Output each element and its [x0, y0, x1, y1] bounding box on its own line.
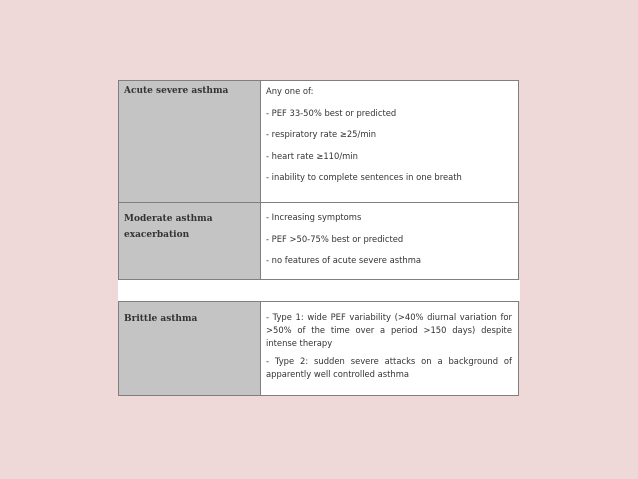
criteria-paragraph: - Type 1: wide PEF variability (>40% diurnal variation for >50% of the time over a period >150 days) despite intense therapy: [266, 312, 512, 348]
row-label-line: Moderate asthma: [124, 214, 213, 224]
row-label: [119, 302, 260, 327]
row-label: [119, 81, 260, 99]
criteria-paragraph: - Type 2: sudden severe attacks on a background of apparently well controlled asthma: [266, 356, 512, 379]
label-cell: [119, 81, 261, 203]
criteria-line: - no features of acute severe asthma: [266, 255, 421, 266]
content-cell: [261, 203, 519, 280]
table-row-acute-severe: [119, 81, 519, 203]
table-spacer-strip: [118, 280, 520, 301]
criteria-line: - PEF 33-50% best or predicted: [266, 107, 397, 118]
table-row-brittle: [119, 302, 519, 396]
row-label-line: Brittle asthma: [124, 314, 198, 324]
label-cell: [119, 203, 261, 280]
criteria-line: - Increasing symptoms: [266, 212, 362, 222]
row-label-line: Acute severe asthma: [124, 86, 229, 96]
criteria-line: - inability to complete sentences in one breath: [266, 172, 462, 183]
row-label: [119, 203, 260, 243]
row-label-line: exacerbation: [124, 230, 190, 240]
brittle-asthma-table: [118, 301, 519, 396]
asthma-severity-table: [118, 80, 519, 280]
table-row-moderate-exacerbation: [119, 203, 519, 280]
criteria-line: - respiratory rate ≥25/min: [266, 129, 377, 140]
criteria-line: - PEF >50-75% best or predicted: [266, 233, 404, 244]
label-cell: [119, 302, 261, 396]
criteria-line: - heart rate ≥110/min: [266, 150, 358, 161]
content-cell: [261, 302, 519, 396]
content-cell: [261, 81, 519, 203]
criteria-line: Any one of:: [266, 86, 314, 96]
